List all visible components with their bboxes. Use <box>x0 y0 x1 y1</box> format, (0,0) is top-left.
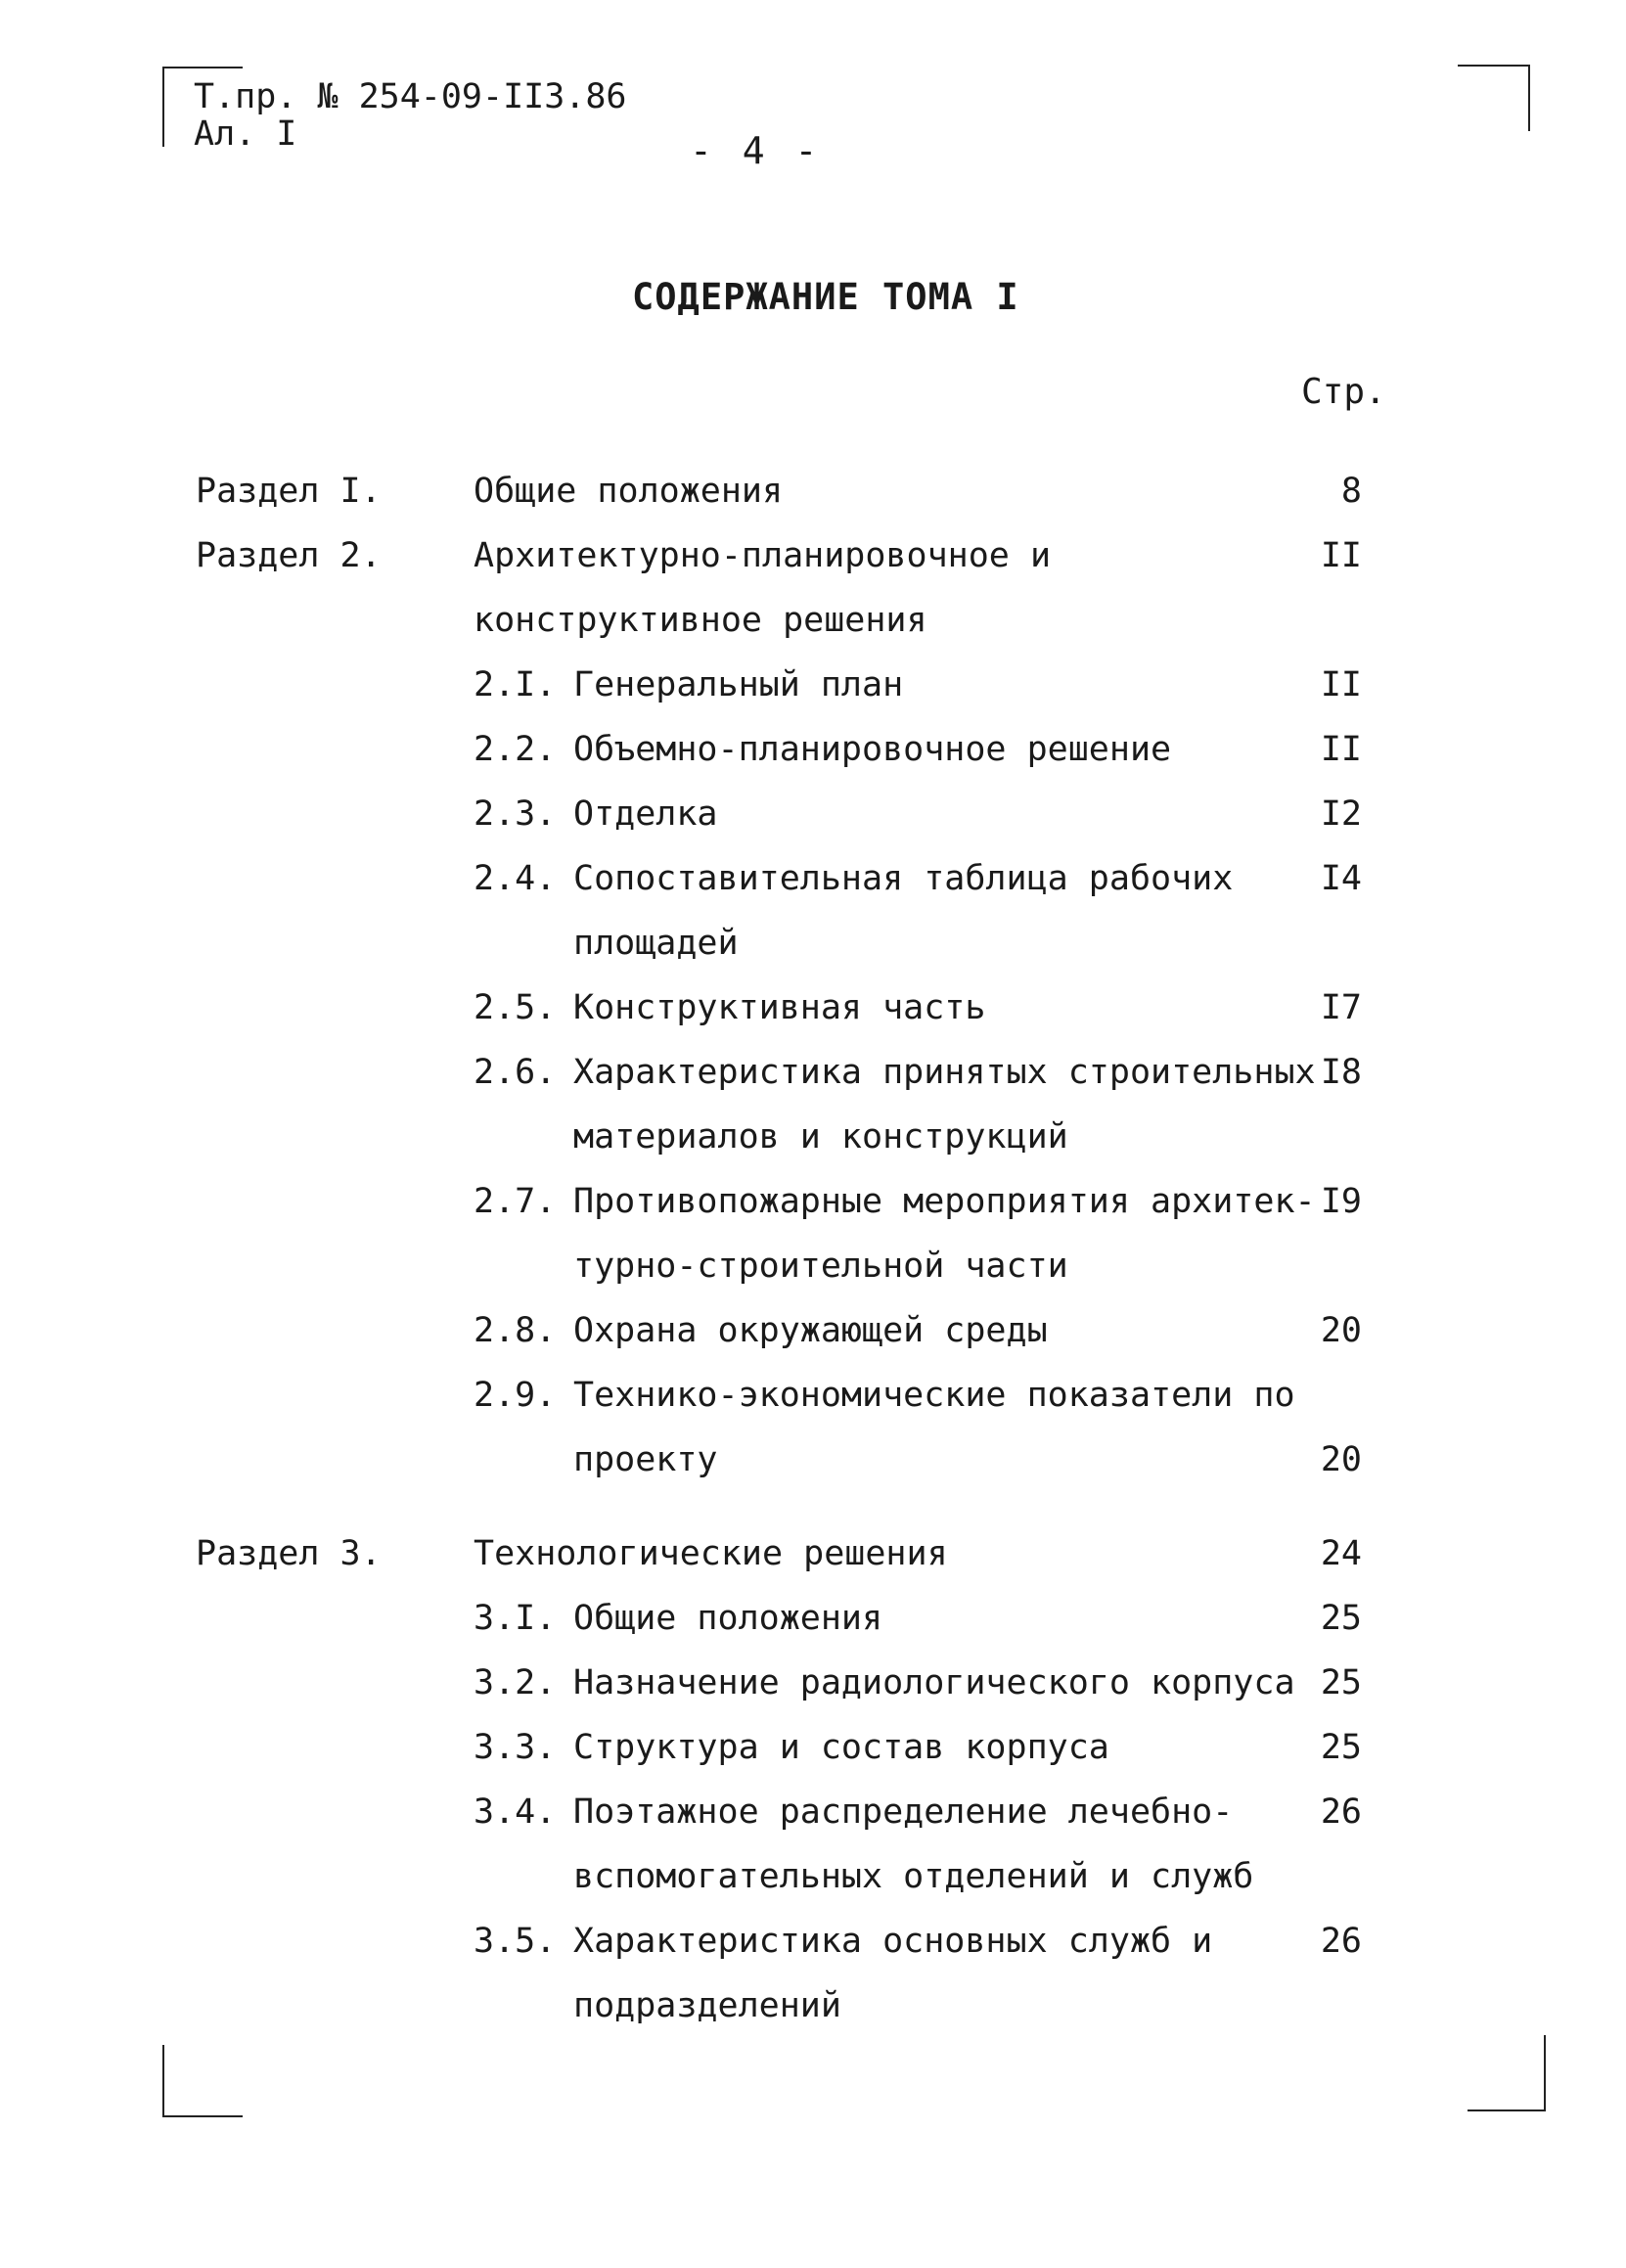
toc-entry-title: площадей <box>573 924 739 963</box>
toc-entry <box>0 849 1626 908</box>
stamp-line-2: Ал. I <box>194 114 297 154</box>
toc-page-number: II <box>1320 536 1362 575</box>
toc-entry-title: Архитектурно-планировочное и <box>474 536 1052 575</box>
toc-subsection-number: 3.I. <box>474 1599 557 1638</box>
toc-entry <box>0 978 1626 1037</box>
toc-page-number: 20 <box>1320 1311 1362 1350</box>
toc-page-number: I7 <box>1320 988 1362 1027</box>
toc-entry-title: материалов и конструкций <box>573 1117 1068 1157</box>
toc-subsection-number: 3.5. <box>474 1922 557 1961</box>
toc-entry <box>0 1912 1626 1971</box>
toc-subsection-number: 2.5. <box>474 988 557 1027</box>
toc-page-number: I9 <box>1320 1182 1362 1221</box>
page-title: СОДЕРЖАНИЕ ТОМА I <box>632 276 1019 318</box>
toc-entry <box>0 1237 1626 1295</box>
toc-page-number: I2 <box>1320 794 1362 834</box>
toc-entry <box>0 1783 1626 1841</box>
toc-page-number: 20 <box>1320 1440 1362 1479</box>
toc-entry <box>0 1172 1626 1231</box>
toc-entry-title: Характеристика основных служб и <box>573 1922 1213 1961</box>
toc-page-number: II <box>1320 730 1362 769</box>
toc-entry-title: Технико-экономические показатели по <box>573 1376 1295 1415</box>
toc-entry <box>0 914 1626 973</box>
toc-entry <box>0 1108 1626 1166</box>
toc-entry <box>0 1366 1626 1425</box>
corner-mark-top-right <box>1458 65 1530 131</box>
toc-entry <box>0 591 1626 650</box>
toc-page-number: 25 <box>1320 1728 1362 1767</box>
toc-subsection-number: 2.7. <box>474 1182 557 1221</box>
page-column-label: Стр. <box>1301 372 1386 412</box>
toc-entry-title: Противопожарные мероприятия архитек- <box>573 1182 1316 1221</box>
toc-subsection-number: 2.2. <box>474 730 557 769</box>
toc-entry-title: турно-строительной части <box>573 1247 1068 1286</box>
toc-entry-title: Поэтажное распределение лечебно- <box>573 1792 1234 1832</box>
toc-page-number: I8 <box>1320 1053 1362 1092</box>
toc-entry <box>0 1589 1626 1648</box>
toc-entry <box>0 1976 1626 2035</box>
corner-mark-bottom-right <box>1468 2035 1546 2111</box>
document-stamp <box>194 78 627 153</box>
toc-subsection-number: 2.6. <box>474 1053 557 1092</box>
toc-entry <box>0 462 1626 521</box>
toc-entry-title: Технологические решения <box>474 1534 948 1573</box>
toc-subsection-number: 3.2. <box>474 1663 557 1702</box>
toc-section-label: Раздел 3. <box>196 1534 382 1573</box>
toc-page-number: 26 <box>1320 1792 1362 1832</box>
toc-subsection-number: 3.3. <box>474 1728 557 1767</box>
toc-entry-title: Общие положения <box>474 472 784 511</box>
corner-mark-bottom-left <box>162 2045 243 2117</box>
toc-entry-title: Охрана окружающей среды <box>573 1311 1048 1350</box>
toc-entry-title: Сопоставительная таблица рабочих <box>573 859 1234 898</box>
toc-entry-title: Назначение радиологического корпуса <box>573 1663 1295 1702</box>
toc-entry <box>0 1654 1626 1712</box>
toc-entry <box>0 720 1626 779</box>
stamp-line-1: Т.пр. № 254-09-II3.86 <box>194 77 627 116</box>
toc-subsection-number: 3.4. <box>474 1792 557 1832</box>
toc-entry-title: конструктивное решения <box>474 601 927 640</box>
toc-entry-title: вспомогательных отделений и служб <box>573 1857 1254 1896</box>
toc-subsection-number: 2.9. <box>474 1376 557 1415</box>
toc-page-number: 25 <box>1320 1599 1362 1638</box>
toc-entry-title: Характеристика принятых строительных <box>573 1053 1316 1092</box>
toc-page-number: 25 <box>1320 1663 1362 1702</box>
toc-page-number: I4 <box>1320 859 1362 898</box>
toc-entry-title: Общие положения <box>573 1599 883 1638</box>
toc-entry <box>0 526 1626 585</box>
toc-entry <box>0 1524 1626 1583</box>
toc-section-label: Раздел I. <box>196 472 382 511</box>
toc-page-number: 8 <box>1340 472 1362 511</box>
toc-entry <box>0 1430 1626 1489</box>
toc-entry-title: Структура и состав корпуса <box>573 1728 1109 1767</box>
toc-entry-title: Объемно-планировочное решение <box>573 730 1172 769</box>
toc-entry <box>0 656 1626 714</box>
toc-entry-title: Генеральный план <box>573 665 904 704</box>
toc-subsection-number: 2.I. <box>474 665 557 704</box>
page-number: - 4 - <box>690 129 822 172</box>
toc-entry <box>0 1043 1626 1102</box>
toc-subsection-number: 2.3. <box>474 794 557 834</box>
toc-entry-title: Отделка <box>573 794 718 834</box>
toc-subsection-number: 2.4. <box>474 859 557 898</box>
toc-entry-title: Конструктивная часть <box>573 988 986 1027</box>
toc-entry <box>0 1301 1626 1360</box>
toc-page-number: 26 <box>1320 1922 1362 1961</box>
toc-page-number: 24 <box>1320 1534 1362 1573</box>
toc-entry <box>0 1847 1626 1906</box>
toc-entry-title: проекту <box>573 1440 718 1479</box>
toc-entry <box>0 785 1626 843</box>
toc-page-number: II <box>1320 665 1362 704</box>
toc-entry-title: подразделений <box>573 1986 841 2025</box>
toc-entry <box>0 1718 1626 1777</box>
toc-section-label: Раздел 2. <box>196 536 382 575</box>
toc-subsection-number: 2.8. <box>474 1311 557 1350</box>
